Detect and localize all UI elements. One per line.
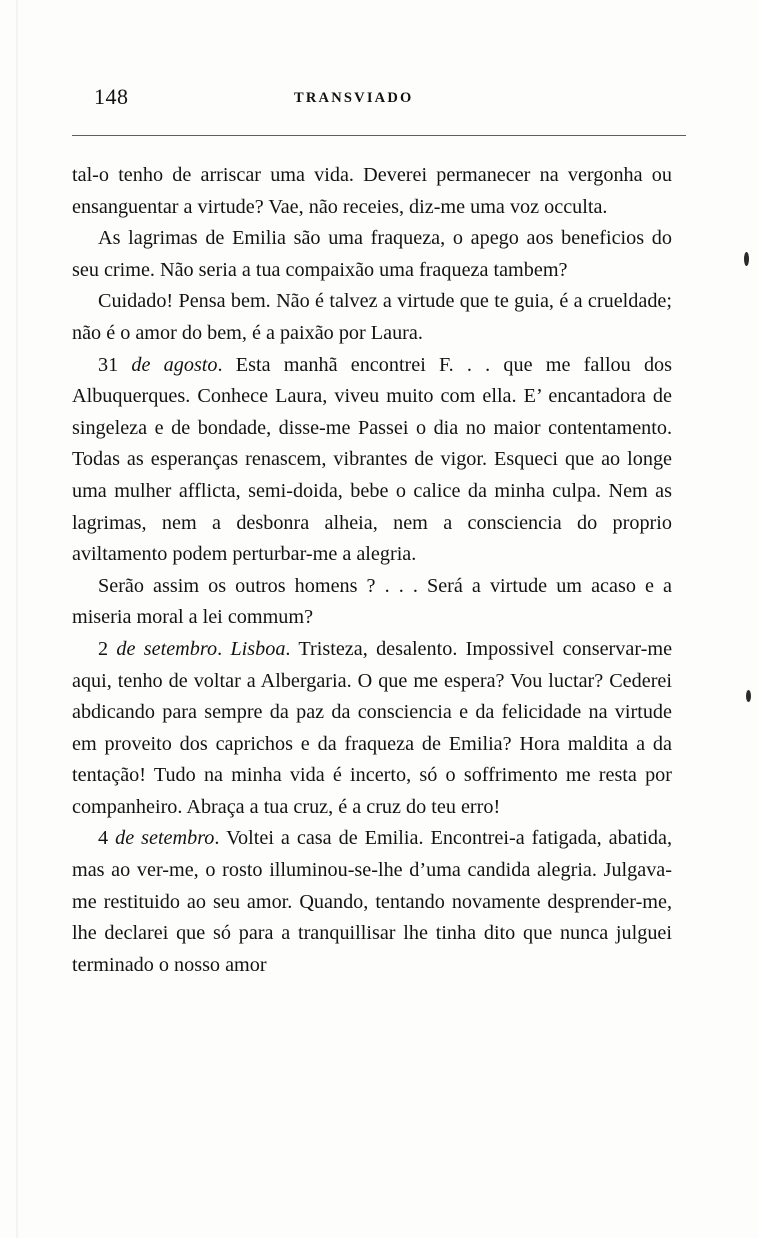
text-run: 4 <box>98 827 116 850</box>
page-header-area <box>72 66 686 109</box>
margin-speck-lower <box>746 690 751 702</box>
header-rule <box>72 135 686 136</box>
page-edge-shadow <box>16 0 19 1238</box>
text-run: 2 <box>98 637 117 660</box>
paragraph <box>72 823 672 981</box>
paragraph <box>72 350 672 571</box>
text-run: Cuidado! Pensa bem. Não é talvez a virtude que te guia, é a crueldade; não é o amor do bem, é a paixão por Laura. <box>72 290 672 344</box>
page-number: 148 <box>94 84 129 109</box>
paragraph <box>72 634 672 824</box>
text-run: As lagrimas de Emilia são uma fraqueza, o apego aos beneficios do seu crime. Não seria a tua compaixão uma fraqueza tambem? <box>72 227 672 281</box>
text-run: . Esta manhã encontrei F. . . que me fallou dos Albuquerques. Conhece Laura, viveu muito com ella. E’ encantadora de singeleza e de bondade, disse-me Passei o dia no maior contentamento. Todas as esperanças renascem, vibrantes de vigor. Esqueci que ao longe uma mulher afflicta, semi-doida, bebe o calice da minha culpa. Nem as lagrimas, nem a desbonra alheia, nem a consciencia do proprio aviltamento podem perturbar-me a alegria. <box>72 353 672 566</box>
date-label: de setembro <box>116 637 218 660</box>
text-run: 31 <box>98 353 132 376</box>
text-run: Serão assim os outros homens ? . . . Será a virtude um acaso e a miseria moral a lei commum? <box>72 574 672 629</box>
running-head-title: TRANSVIADO <box>294 90 414 106</box>
text-run: . Tristeza, desalento. Impossivel conservar-me aqui, tenho de voltar a Albergaria. O que me espera? Vou luctar? Cederei abdicando para sempre da paz da consciencia e da felicidade na virtude em proveito dos caprichos e da fraqueza de Emilia? Hora maldita a da tentação! Tudo na minha vida é incerto, só o soffrimento me resta por companheiro. Abraça a tua cruz, é a cruz do teu erro! <box>72 637 673 818</box>
text-run: . Voltei a casa de Emilia. Encontrei-a fatigada, abatida, mas ao ver-me, o rosto illuminou-se-lhe d’uma candida alegria. Julgava-me restituido ao seu amor. Quando, tentando novamente desprender-me, lhe declarei que só para a tranquillisar lhe tinha dito que nunca julguei terminado o nosso amor <box>72 827 673 976</box>
paragraph <box>72 571 672 634</box>
margin-speck-upper <box>744 252 749 266</box>
running-head <box>72 66 686 109</box>
text-run: tal-o tenho de arriscar uma vida. Deverei permanecer na vergonha ou ensanguentar a virtude? Vae, não receies, diz-me uma voz occulta. <box>72 164 672 218</box>
date-label: de agosto <box>131 353 218 376</box>
date-label: Lisboa <box>230 637 286 660</box>
date-label: de setembro <box>115 827 215 850</box>
page-body-text <box>72 160 672 981</box>
paragraph <box>72 286 672 349</box>
paragraph <box>72 223 672 286</box>
paragraph <box>72 160 672 223</box>
text-run: . <box>217 637 231 660</box>
